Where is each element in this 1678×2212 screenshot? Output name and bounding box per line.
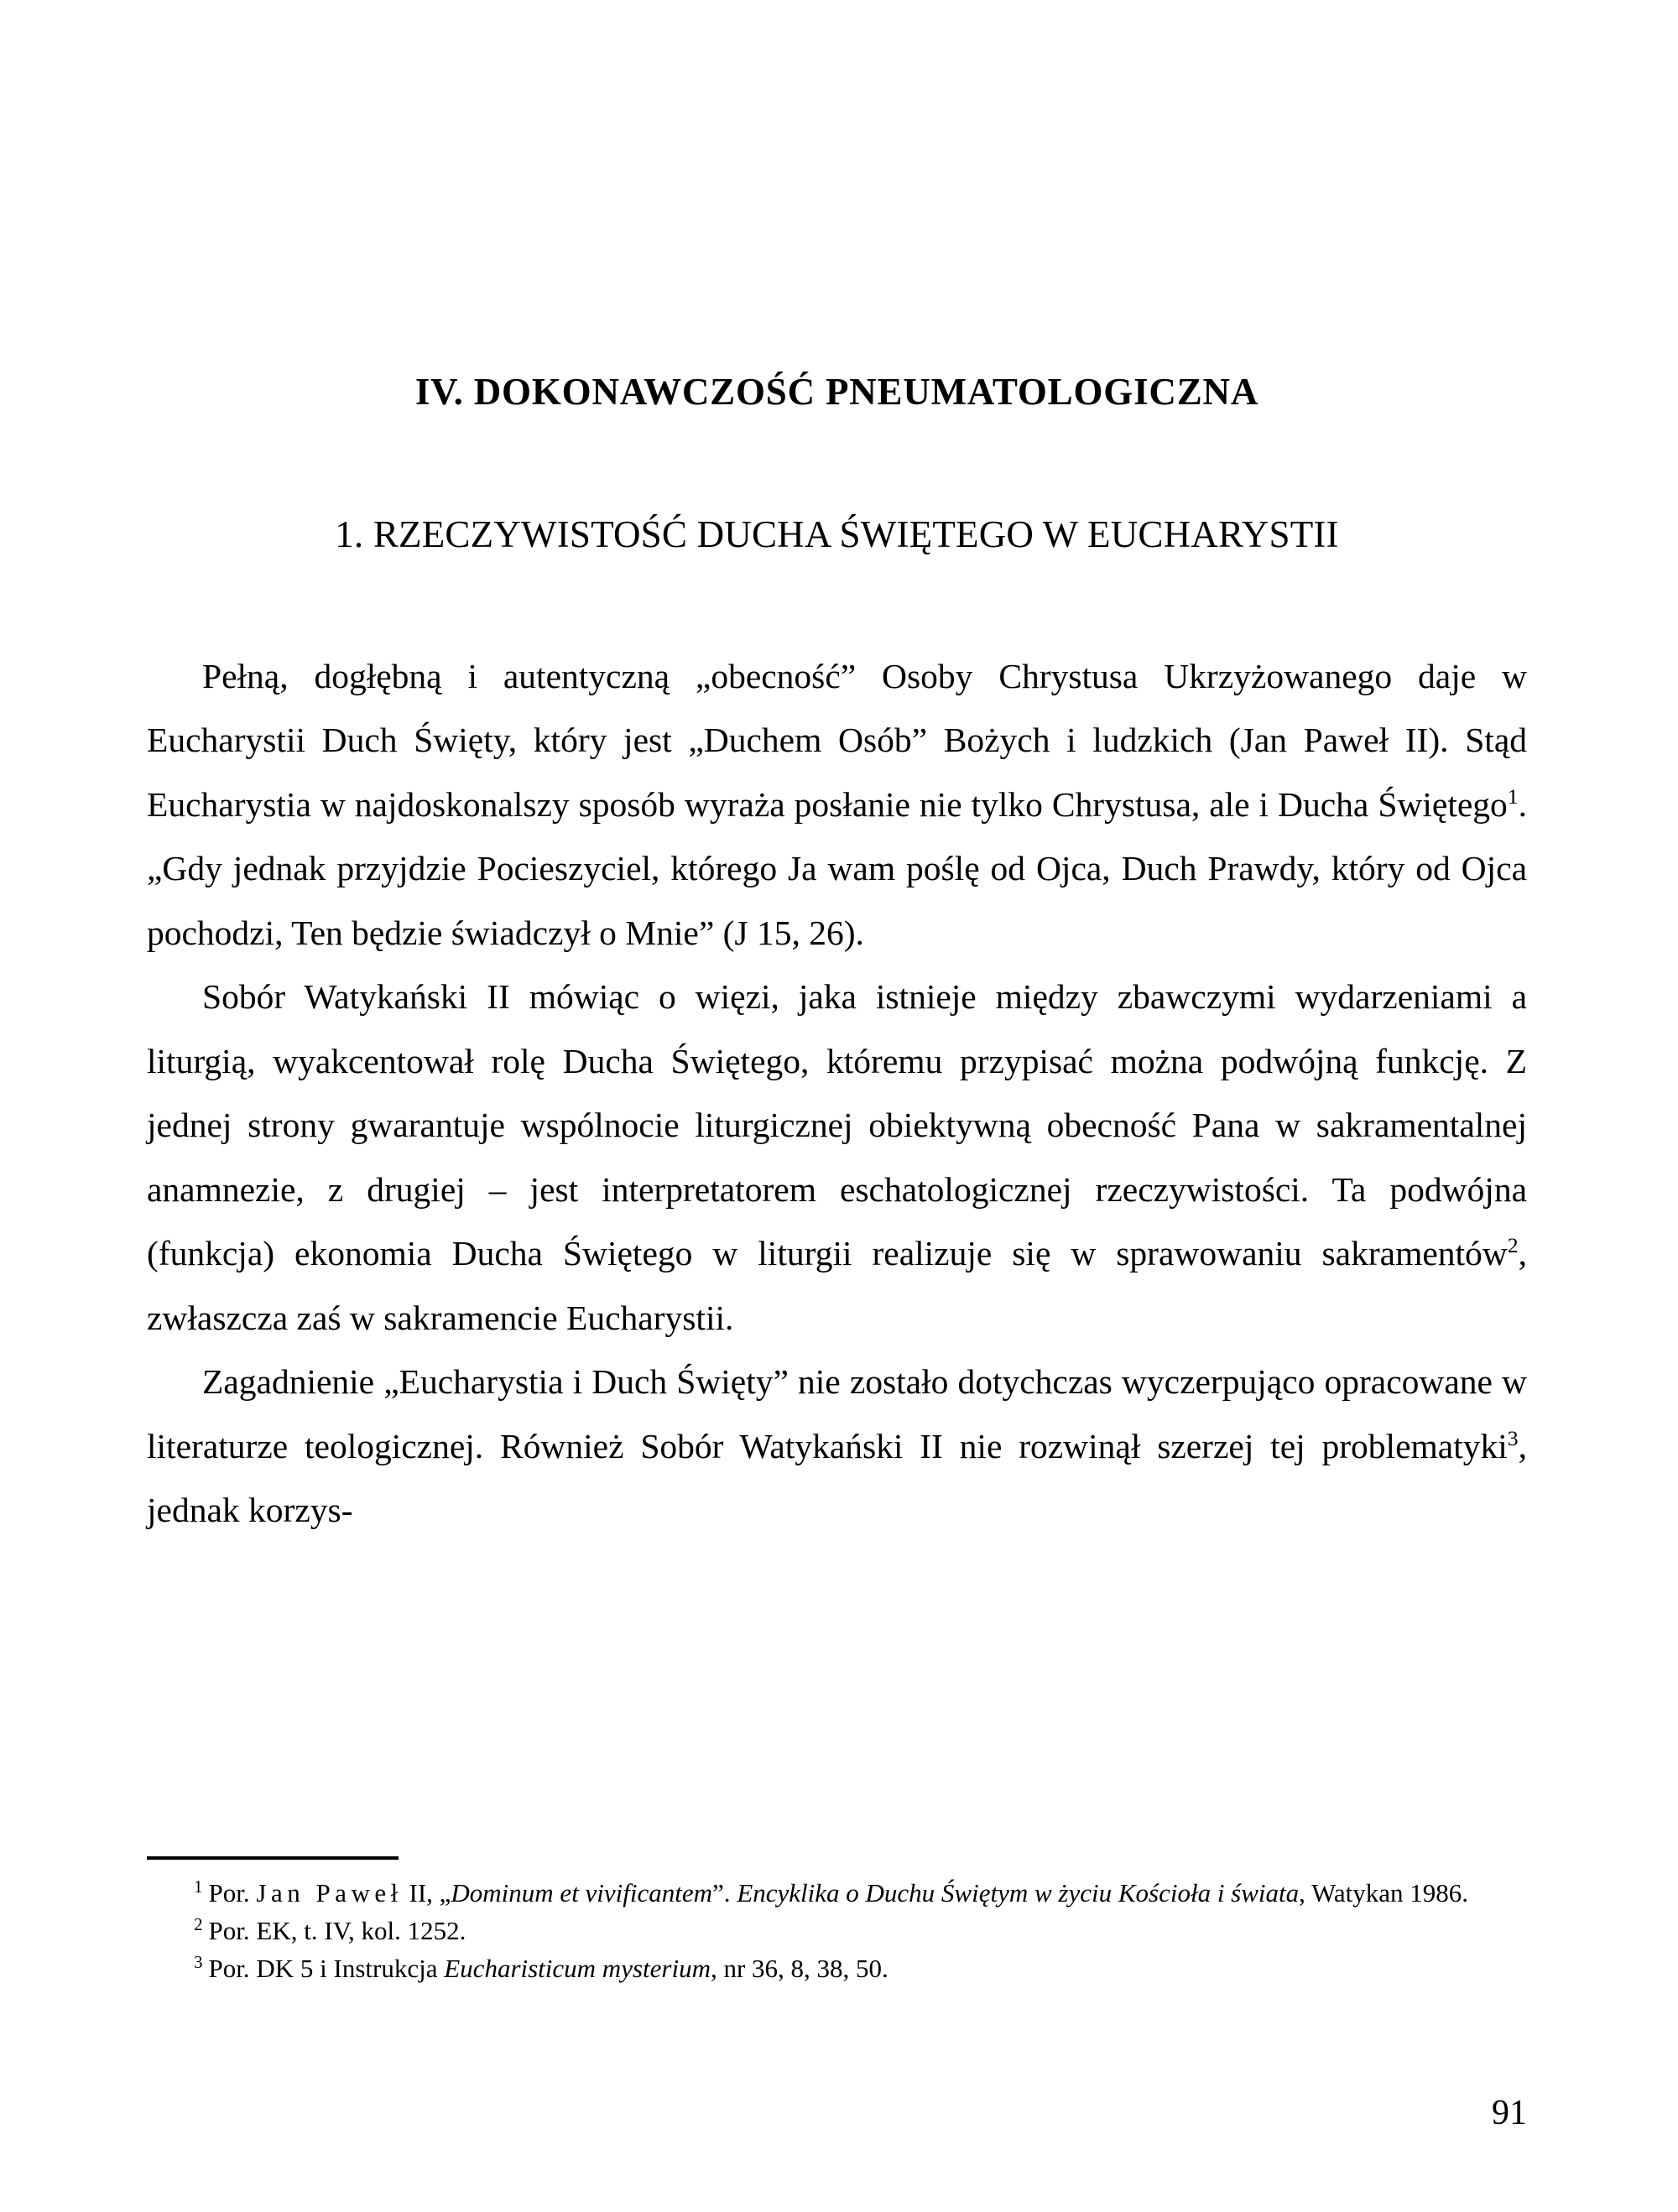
footnote-item (147, 1874, 1527, 1912)
footnote-number: 1 (194, 1876, 203, 1897)
footnote-item (147, 1949, 1527, 1987)
chapter-title: IV. DOKONAWCZOŚĆ PNEUMATOLOGICZNA (414, 371, 1259, 413)
text-run: Zagadnienie „Eucharystia i Duch Święty” nie zostało dotychczas wyczerpująco opracowane w literaturze teologicznej. Również Sobór Watykański II nie rozwinął szerzej tej problematyki (147, 1362, 1527, 1465)
author-name: Jan Paweł (256, 1878, 403, 1908)
footnote-number: 2 (194, 1913, 203, 1934)
italic-run: Eucharisticum mysterium (444, 1954, 711, 1983)
paragraph (147, 1350, 1527, 1543)
text-run: Pełną, dogłębną i autentyczną „obecność” Osoby Chrystusa Ukrzyżowanego daje w Eucharystii Duch Święty, który jest „Duchem Osób” Bożych i ludzkich (Jan Paweł II). Stąd Eucharystia w najdoskonalszy sposób wyraża posłanie nie tylko Chrystusa, ale i Ducha Świętego (147, 656, 1527, 824)
text-run: , nr 36, 8, 38, 50. (710, 1954, 889, 1983)
footnote-item (147, 1912, 1527, 1949)
text-run: ”. (712, 1878, 737, 1908)
footnote-number: 3 (194, 1951, 203, 1972)
footnote-reference: 3 (1507, 1425, 1519, 1450)
footnote-reference: 1 (1507, 783, 1519, 809)
text-run: . „Gdy jednak przyjdzie Pocieszyciel, którego Ja wam poślę od Ojca, Duch Prawdy, który od Ojca pochodzi, Ten będzie świadczył o Mnie” (J 15, 26). (147, 784, 1527, 952)
text-run: Por. (208, 1878, 257, 1908)
italic-run: Encyklika o Duchu Świętym w życiu Kościoła i świata (737, 1878, 1300, 1908)
footnote-reference: 2 (1507, 1233, 1519, 1258)
italic-run: Dominum et vivificantem (451, 1878, 713, 1908)
paragraph (147, 644, 1527, 965)
text-run: Por. DK 5 i Instrukcja (208, 1954, 445, 1983)
text-run: Por. EK, t. IV, kol. 1252. (208, 1916, 466, 1945)
body-text (147, 557, 1527, 1543)
page-number: 91 (1492, 2094, 1527, 2132)
text-run: Sobór Watykański II mówiąc o więzi, jaka istnieje między zbawczymi wydarzeniami a liturgią, wyakcentował rolę Ducha Świętego, któremu przypisać można podwójną funkcję. Z jednej strony gwarantuje wspólnocie liturgicznej obiektywną obecność Pana w sakramentalnej anamnezie, z drugiej – jest interpretatorem eschatologicznej rzeczywistości. Ta podwójna (funkcja) ekonomia Ducha Świętego w liturgii realizuje się w sprawowaniu sakramentów (147, 977, 1527, 1273)
text-run: II, „ (402, 1878, 451, 1908)
page-content (147, 0, 1527, 1543)
text-run: , zwłaszcza zaś w sakramencie Eucharystii. (147, 1234, 1527, 1337)
footnote-separator-rule (147, 1856, 399, 1860)
text-run: , jednak korzys- (147, 1426, 1527, 1529)
paragraph (147, 965, 1527, 1350)
text-run: , Watykan 1986. (1299, 1878, 1469, 1908)
section-heading: 1. RZECZYWISTOŚĆ DUCHA ŚWIĘTEGO W EUCHARYSTII (335, 513, 1339, 555)
footnotes-section (147, 1856, 1527, 1987)
